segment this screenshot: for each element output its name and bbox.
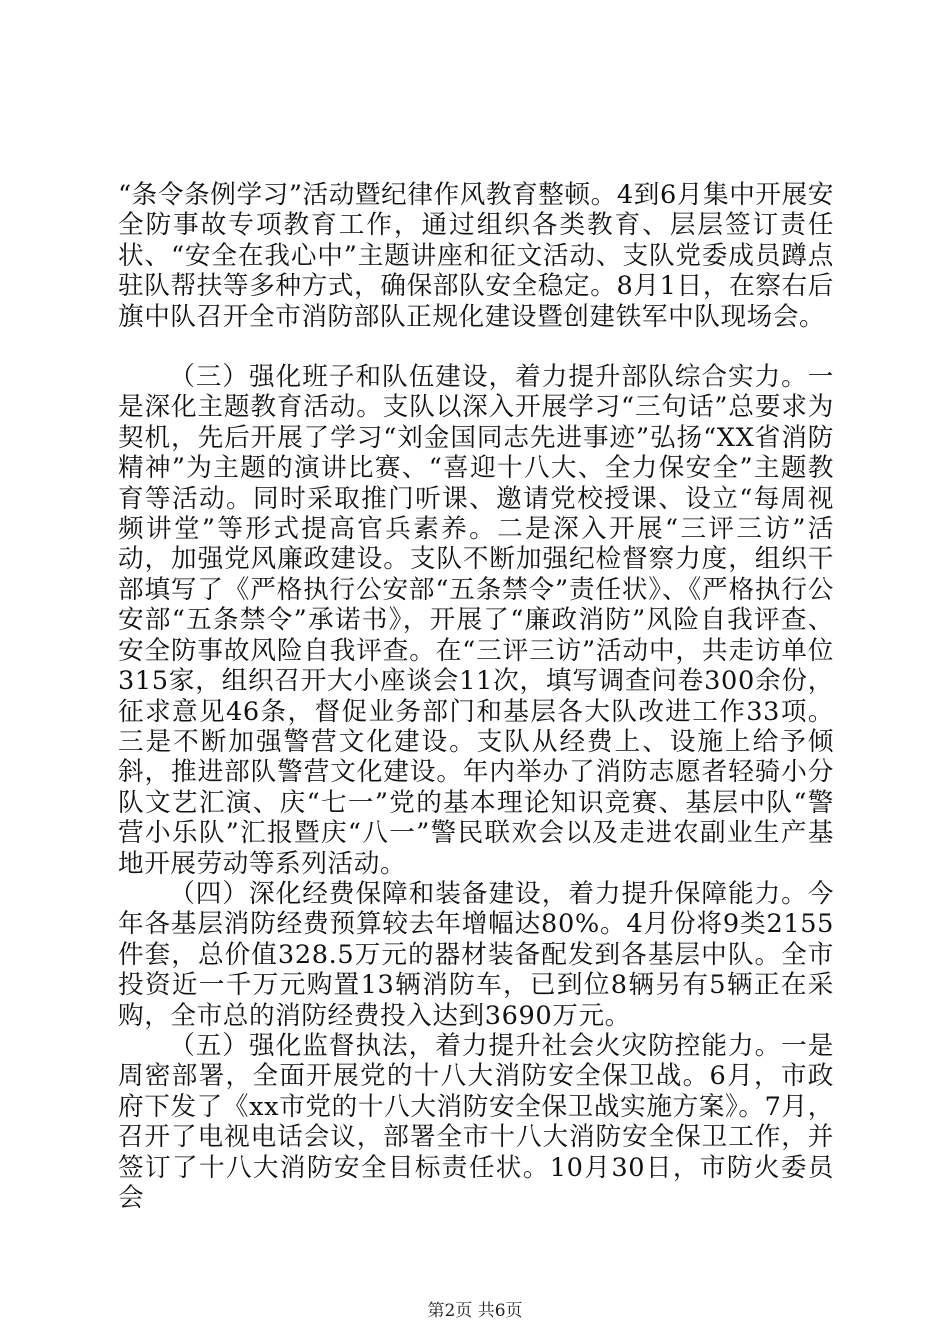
paragraph-section-4: （四）深化经费保障和装备建设，着力提升保障能力。今年各基层消防经费预算较去年增幅达80%。4月份将9类2155件套，总价值328.5万元的器材装备配发到各基层中队。全市投资近一千万元购置13辆消防车，已到位8辆另有5辆正在采购，全市总的消防经费投入达到3690万元。	[118, 878, 834, 1031]
paragraph-section-5: （五）强化监督执法，着力提升社会火灾防控能力。一是周密部署，全面开展党的十八大消防安全保卫战。6月，市政府下发了《xx市党的十八大消防安全保卫战实施方案》。7月，召开了电视电话会议，部署全市十八大消防安全保卫工作，并签订了十八大消防安全目标责任状。10月30日，市防火委员会	[118, 1030, 834, 1213]
paragraph-section-3: （三）强化班子和队伍建设，着力提升部队综合实力。一是深化主题教育活动。支队以深入开展学习“三句话”总要求为契机，先后开展了学习“刘金国同志先进事迹”弘扬“XX省消防精神”为主题的演讲比赛、“喜迎十八大、全力保安全”主题教育等活动。同时采取推门听课、邀请党校授课、设立“每周视频讲堂”等形式提高官兵素养。二是深入开展“三评三访”活动，加强党风廉政建设。支队不断加强纪检督察力度，组织干部填写了《严格执行公安部“五条禁令”责任状》、《严格执行公安部“五条禁令”承诺书》，开展了“廉政消防”风险自我评查、安全防事故风险自我评查。在“三评三访”活动中，共走访单位315家，组织召开大小座谈会11次，填写调查问卷300余份，征求意见46条，督促业务部门和基层各大队改进工作33项。三是不断加强警营文化建设。支队从经费上、设施上给予倾斜，推进部队警营文化建设。年内举办了消防志愿者轻骑小分队文艺汇演、庆“七一”党的基本理论知识竞赛、基层中队“警营小乐队”汇报暨庆“八一”警民联欢会以及走进农副业生产基地开展劳动等系列活动。	[118, 362, 834, 879]
document-body	[118, 180, 834, 1213]
page-footer: 第2页 共6页	[427, 1301, 523, 1321]
paragraph-continuation: “条令条例学习”活动暨纪律作风教育整顿。4到6月集中开展安全防事故专项教育工作，通过组织各类教育、层层签订责任状、“安全在我心中”主题讲座和征文活动、支队党委成员蹲点驻队帮扶等多种方式，确保部队安全稳定。8月1日，在察右后旗中队召开全市消防部队正规化建设暨创建铁军中队现场会。	[118, 180, 834, 332]
paragraph-gap	[118, 332, 834, 362]
